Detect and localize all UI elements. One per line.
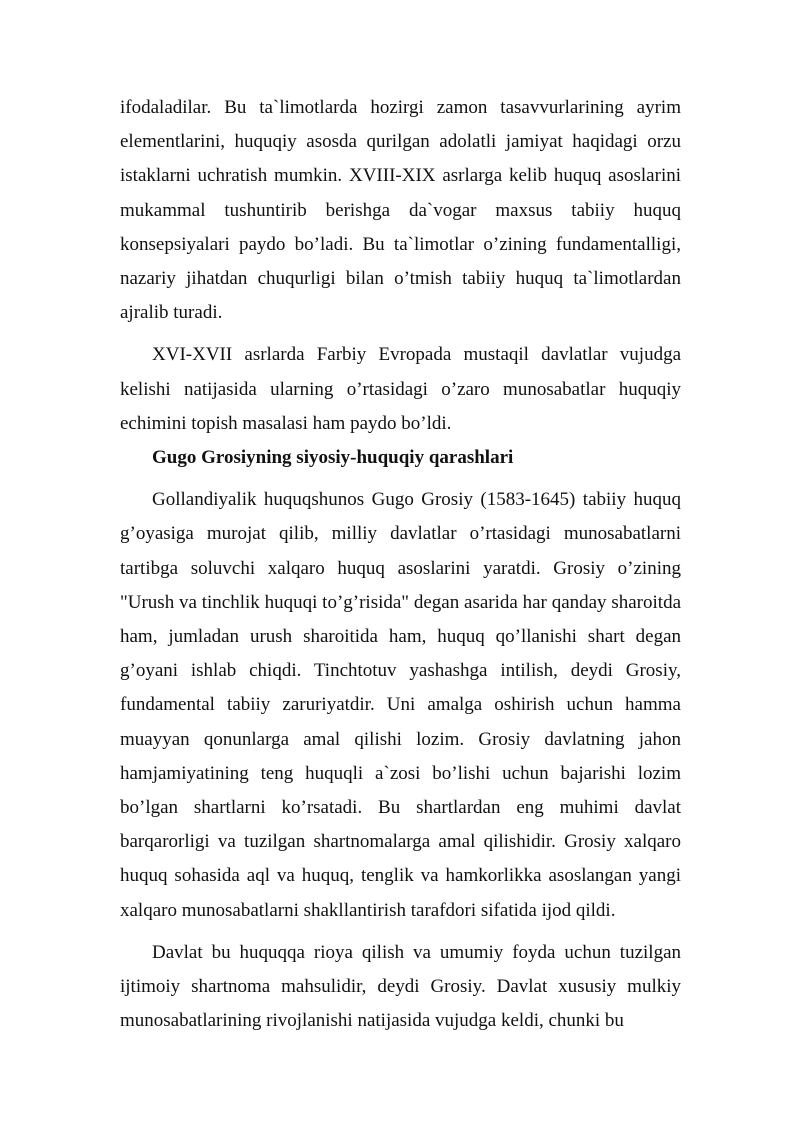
- paragraph-continuation: ifodaladilar. Bu ta`limotlarda hozirgi zamon tasavvurlarining ayrim elementlarini, huquqiy asosda qurilgan adolatli jamiyat haqidagi orzu istaklarni uchratish mumkin. XVIII-XIX asrlarga kelib huquq asoslarini mukammal tushuntirib berishga da`vogar maxsus tabiiy huquq konsepsiyalari paydo bo’ladi. Bu ta`limotlar o’zining fundamentalligi, nazariy jihatdan chuqurligi bilan o’tmish tabiiy huquq ta`limotlardan ajralib turadi.: [120, 97, 681, 324]
- paragraph-western-europe: XVI-XVII asrlarda Farbiy Evropada mustaqil davlatlar vujudga kelishi natijasida ularning o’rtasidagi o’zaro munosabatlar huquqiy echimini topish masalasi ham paydo bo’ldi.: [120, 344, 681, 434]
- paragraph-state: Davlat bu huquqqa rioya qilish va umumiy foyda uchun tuzilgan ijtimoiy shartnoma mahsulidir, deydi Grosiy. Davlat xususiy mulkiy munosabatlarining rivojlanishi natijasida vujudga keldi, chunki bu: [120, 941, 681, 1032]
- paragraph-grotius: Gollandiyalik huquqshunos Gugo Grosiy (1583-1645) tabiiy huquq g’oyasiga murojat qilib, milliy davlatlar o’rtasidagi munosabatlarni tartibga soluvchi xalqaro huquq asoslarini yaratdi. Grosiy o’zining "Urush va tinchlik huquqi to’g’risida" degan asarida har qanday sharoitda ham, jumladan urush sharoitida ham, huquq qo’llanishi shart degan g’oyani ishlab chiqdi. Tinchtotuv yashashga intilish, deydi Grosiy, fundamental tabiiy zaruriyatdir. Uni amalga oshirish uchun hamma muayyan qonunlarga amal qilishi lozim. Grosiy davlatning jahon hamjamiyatining teng huquqli a`zosi bo’lishi uchun bajarishi lozim bo’lgan shartlarni ko’rsatadi. Bu shartlardan eng muhimi davlat barqarorligi va tuzilgan shartnomalarga amal qilishidir. Grosiy xalqaro huquq sohasida aql va huquq, tenglik va hamkorlikka asoslangan yangi xalqaro munosabatlarni shakllantirish tarafdori sifatida ijod qildi.: [120, 489, 681, 921]
- section-heading: Gugo Grosiyning siyosiy-huquqiy qarashlari: [152, 447, 514, 469]
- document-body: [120, 91, 681, 1038]
